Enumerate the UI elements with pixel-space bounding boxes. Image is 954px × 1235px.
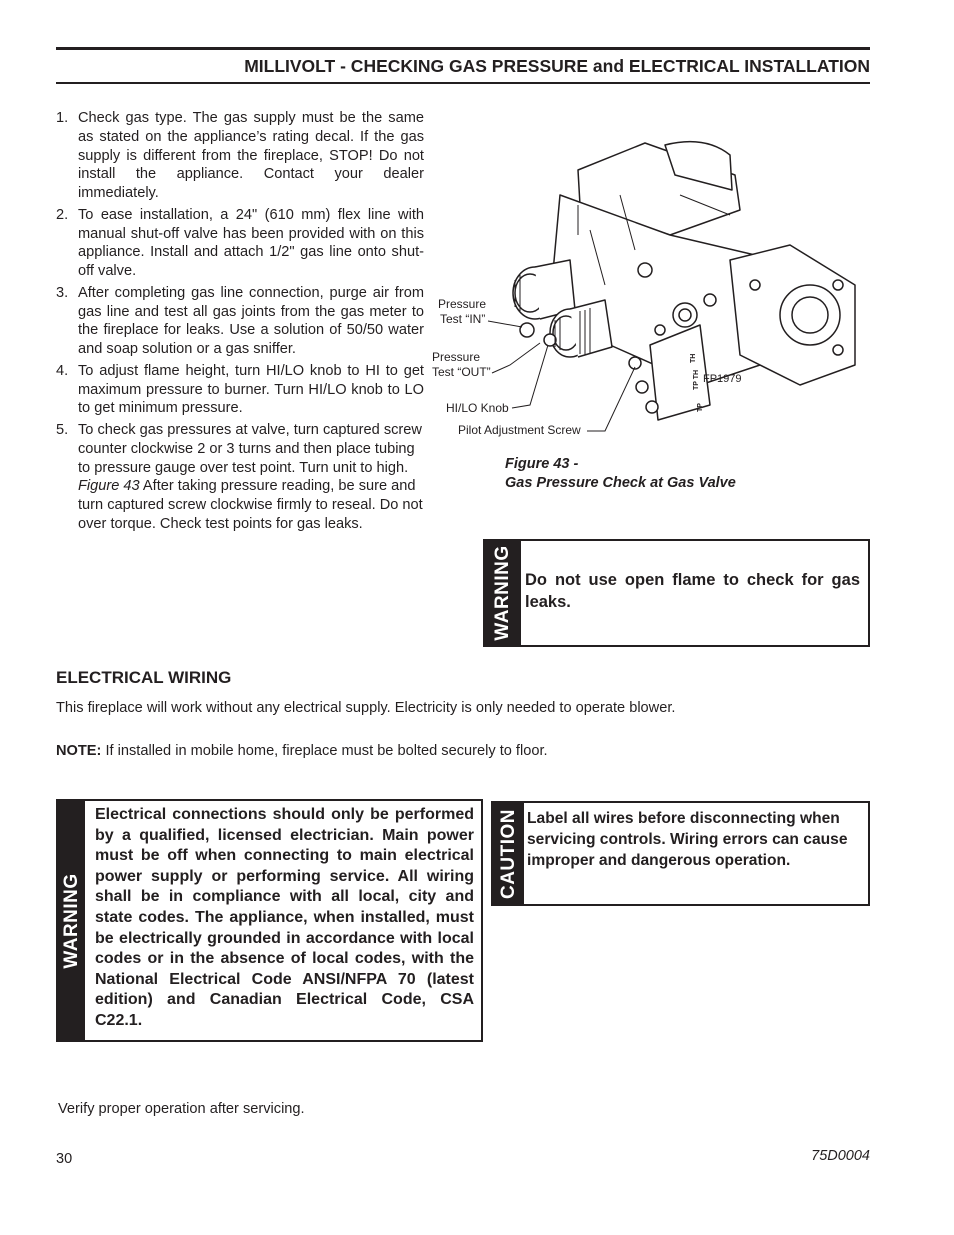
label-pressure-in-2: Test “IN” [440,312,486,326]
note-label: NOTE: [56,743,102,759]
warning-tab-label: WARNING [492,545,513,641]
page-number: 30 [56,1151,73,1167]
step-number: 3. [56,284,69,301]
figure-caption-line2: Gas Pressure Check at Gas Valve [505,475,736,491]
caution-tab-label: CAUTION [497,808,519,899]
step-number: 2. [56,206,69,223]
step-text: After completing gas line connection, purge air from gas line and test all gas joints from the gas meter to the fireplace for leaks. Use a solution of 50/50 water and soap solution or a gas sniffer. [78,284,424,358]
step-text: To ease installation, a 24" (610 mm) flex line with manual shut-off valve has been provided with on this appliance. Install and attach 1/2" gas line onto shut-off valve. [78,206,424,280]
note-text: If installed in mobile home, fireplace must be bolted securely to floor. [101,743,548,759]
header-rule-top [56,47,870,50]
step-text: After taking pressure reading, be sure and turn captured screw clockwise firmly to reseal. Do not over torque. Check test points for gas leaks. [78,478,423,532]
step-text: To adjust flame height, turn HI/LO knob to HI to get maximum pressure to burner. Turn HI/LO knob to LO to get minimum pressure. [78,362,424,417]
step-item [56,421,424,534]
step-text: Check gas type. The gas supply must be the same as stated on the appliance’s rating decal. If the gas supply is different from the fireplace, STOP! Do not install the appliance. Contact your dealer immediately. [78,110,424,202]
figure-caption [505,455,736,493]
step-number: 4. [56,362,69,379]
figure-code: FP1979 [703,373,742,385]
warning-tab [58,801,85,1040]
gas-valve-illustration [430,135,870,445]
label-pilot-screw: Pilot Adjustment Screw [458,423,581,437]
page-title: MILLIVOLT - CHECKING GAS PRESSURE and ELECTRICAL INSTALLATION [244,56,870,76]
terminal-label-bottom: TP [697,403,704,412]
step-number: 1. [56,110,69,126]
figure-caption-line1: Figure 43 - [505,456,579,472]
header-rule-bottom [56,82,870,84]
warning-box-electrical [56,799,483,1042]
electrical-note [56,742,756,761]
label-pressure-in-1: Pressure [438,297,487,311]
step-text: To check gas pressures at valve, turn captured screw counter clockwise 2 or 3 turns and then place tubing to pressure gauge over test point. Turn unit to high. [78,421,422,476]
step-item [56,206,424,281]
label-hilo-knob: HI/LO Knob [446,401,509,415]
figure-reference: Figure 43 [78,478,140,495]
verify-note: Verify proper operation after servicing. [58,1101,305,1117]
caution-text: Label all wires before disconnecting when servicing controls. Wiring errors can cause improper and dangerous operation. [527,810,848,869]
warning-tab-label: WARNING [60,872,82,969]
caution-tab [493,803,524,904]
terminal-label-top: TH [690,353,697,363]
label-pressure-out-2: Test “OUT” [432,365,491,379]
warning-text: Electrical connections should only be performed by a qualified, licensed electrician. Main power must be off when connecting to main electrical power supply or performing service. All wiring shall be in compliance with all local, city and state codes. The appliance, when installed, must be electrically grounded in accordance with local codes or in the absence of local codes, with the National Electrical Code ANSI/NFPA 70 (latest edition) and Canadian Electrical Code, CSA C22.1. [95,806,474,1029]
label-pressure-out-1: Pressure [432,350,481,364]
step-number: 5. [56,421,69,438]
document-code: 75D0004 [811,1148,870,1164]
warning-box-gas-leaks [483,539,870,647]
electrical-intro: This fireplace will work without any electrical supply. Electricity is only needed to operate blower. [56,700,676,716]
warning-text: Do not use open flame to check for gas leaks. [525,571,860,611]
step-item [56,284,424,359]
caution-box [491,801,870,906]
step-item [56,109,424,203]
section-title-electrical: ELECTRICAL WIRING [56,668,232,687]
warning-tab [485,541,521,645]
step-item [56,362,424,418]
steps-list [56,109,424,537]
terminal-label-mid: TP TH [693,369,700,390]
